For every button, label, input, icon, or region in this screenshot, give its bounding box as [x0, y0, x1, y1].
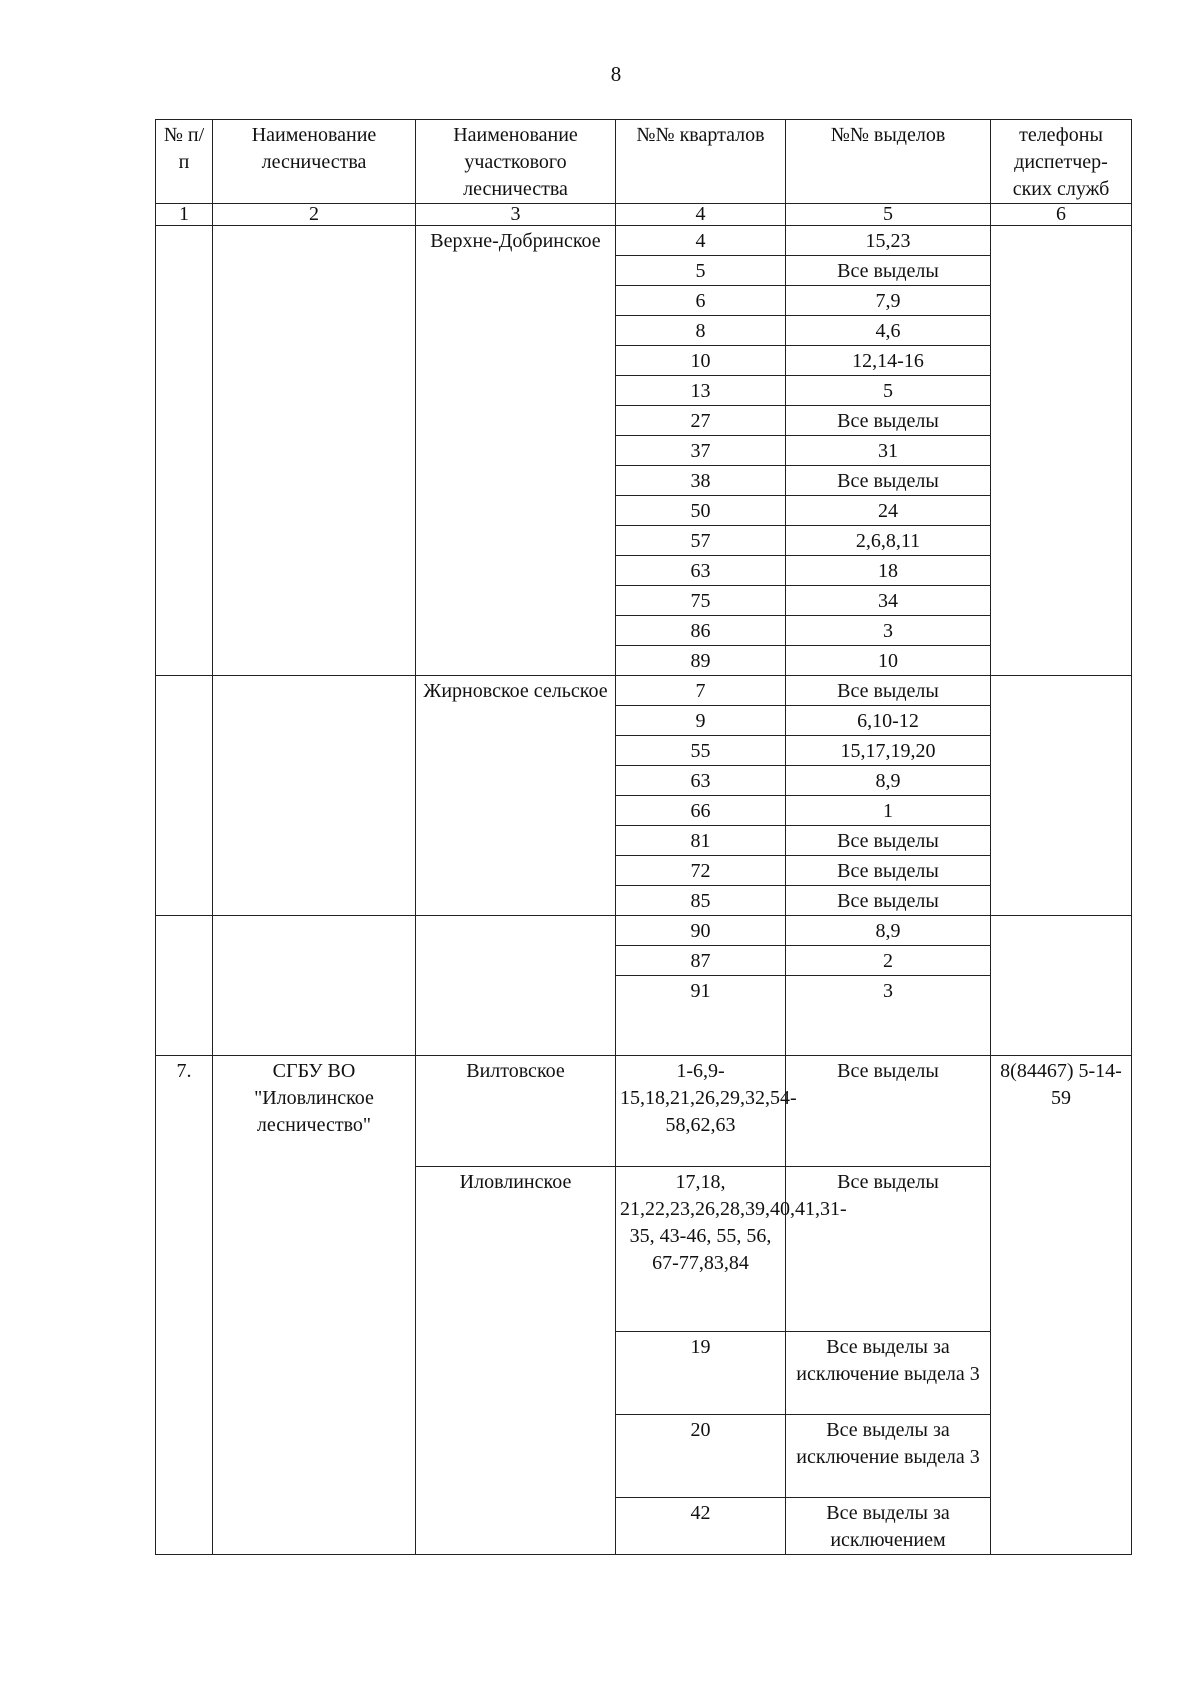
quarter-cell: 89 [616, 646, 786, 676]
allotment-cell: 15,23 [786, 226, 991, 256]
phone-cell [991, 676, 1132, 916]
group-ilovlinskoe [156, 1056, 1132, 1555]
column-number: 2 [213, 204, 416, 226]
allotment-cell: 2 [786, 946, 991, 976]
allotment-cell: Все выделы [786, 406, 991, 436]
column-number: 4 [616, 204, 786, 226]
quarter-cell: 63 [616, 556, 786, 586]
quarter-cell: 20 [616, 1415, 786, 1498]
allotment-cell: 24 [786, 496, 991, 526]
allotment-cell: 3 [786, 976, 991, 1056]
allotment-cell: 10 [786, 646, 991, 676]
allotment-cell: Все выделы [786, 256, 991, 286]
allotment-cell: 12,14-16 [786, 346, 991, 376]
header-quarters: №№ кварталов [616, 120, 786, 204]
phone-cell: 8(84467) 5-14-59 [991, 1056, 1132, 1555]
group-zhirnovskoe [156, 676, 1132, 916]
quarter-cell: 10 [616, 346, 786, 376]
column-number: 1 [156, 204, 213, 226]
quarter-cell: 8 [616, 316, 786, 346]
forestry-cell: СГБУ ВО "Иловлинское лесничество" [213, 1056, 416, 1555]
allotment-cell: 8,9 [786, 766, 991, 796]
column-number: 5 [786, 204, 991, 226]
allotment-cell: 18 [786, 556, 991, 586]
forestry-cell [213, 226, 416, 676]
allotment-cell: 8,9 [786, 916, 991, 946]
quarter-cell: 19 [616, 1332, 786, 1415]
allotment-cell: 4,6 [786, 316, 991, 346]
quarter-cell: 17,18, 21,22,23,26,28,39,40,41,31-35, 43-46, 55, 56, 67-77,83,84 [616, 1167, 786, 1332]
column-number: 6 [991, 204, 1132, 226]
allotment-cell: 34 [786, 586, 991, 616]
quarter-cell: 66 [616, 796, 786, 826]
quarter-cell: 5 [616, 256, 786, 286]
forestry-cell [213, 676, 416, 916]
phone-cell [991, 226, 1132, 676]
quarter-cell: 42 [616, 1498, 786, 1555]
table-row [156, 676, 1132, 706]
quarter-cell: 72 [616, 856, 786, 886]
row-number-cell [156, 916, 213, 1056]
row-number-cell: 7. [156, 1056, 213, 1555]
allotment-cell: 6,10-12 [786, 706, 991, 736]
allotment-cell: Все выделы [786, 886, 991, 916]
header-district: Наименование участкового лесничества [416, 120, 616, 204]
phone-cell [991, 916, 1132, 1056]
group-continuation [156, 916, 1132, 1056]
allotment-cell: Все выделы [786, 1056, 991, 1167]
table-row [156, 916, 1132, 946]
quarter-cell: 38 [616, 466, 786, 496]
quarter-cell: 50 [616, 496, 786, 526]
allotment-cell: 2,6,8,11 [786, 526, 991, 556]
allotment-cell: Все выделы [786, 676, 991, 706]
quarter-cell: 37 [616, 436, 786, 466]
quarter-cell: 7 [616, 676, 786, 706]
row-number-cell [156, 226, 213, 676]
quarter-cell: 6 [616, 286, 786, 316]
quarter-cell: 75 [616, 586, 786, 616]
forestry-table [155, 119, 1132, 1555]
row-number-cell [156, 676, 213, 916]
allotment-cell: Все выделы [786, 826, 991, 856]
allotment-cell: 31 [786, 436, 991, 466]
quarter-cell: 57 [616, 526, 786, 556]
column-number-row [156, 204, 1132, 226]
quarter-cell: 86 [616, 616, 786, 646]
quarter-cell: 91 [616, 976, 786, 1056]
allotment-cell: Все выделы [786, 1167, 991, 1332]
district-cell: Верхне-Добринское [416, 226, 616, 676]
header-allotments: №№ выделов [786, 120, 991, 204]
header-row [156, 120, 1132, 204]
forestry-cell [213, 916, 416, 1056]
page-number: 8 [610, 62, 622, 86]
district-cell: Жирновское сельское [416, 676, 616, 916]
allotment-cell: 1 [786, 796, 991, 826]
quarter-cell: 55 [616, 736, 786, 766]
table-row [156, 1056, 1132, 1167]
group-verkhne-dobrinskoe [156, 226, 1132, 676]
allotment-cell: 3 [786, 616, 991, 646]
quarter-cell: 87 [616, 946, 786, 976]
quarter-cell: 81 [616, 826, 786, 856]
header-num: № п/п [156, 120, 213, 204]
header-forestry: Наименование лесничества [213, 120, 416, 204]
district-cell [416, 916, 616, 1056]
allotment-cell: Все выделы за исключение выдела 3 [786, 1415, 991, 1498]
allotment-cell: 5 [786, 376, 991, 406]
allotment-cell: Все выделы за исключением [786, 1498, 991, 1555]
quarter-cell: 85 [616, 886, 786, 916]
quarter-cell: 13 [616, 376, 786, 406]
quarter-cell: 9 [616, 706, 786, 736]
quarter-cell: 90 [616, 916, 786, 946]
district-cell: Иловлинское [416, 1167, 616, 1555]
allotment-cell: Все выделы за исключение выдела 3 [786, 1332, 991, 1415]
allotment-cell: 15,17,19,20 [786, 736, 991, 766]
quarter-cell: 63 [616, 766, 786, 796]
quarter-cell: 1-6,9-15,18,21,26,29,32,54-58,62,63 [616, 1056, 786, 1167]
quarter-cell: 27 [616, 406, 786, 436]
district-cell: Вилтовское [416, 1056, 616, 1167]
allotment-cell: Все выделы [786, 466, 991, 496]
column-number: 3 [416, 204, 616, 226]
table-row [156, 226, 1132, 256]
quarter-cell: 4 [616, 226, 786, 256]
header-phones: телефоны диспетчер-ских служб [991, 120, 1132, 204]
allotment-cell: 7,9 [786, 286, 991, 316]
allotment-cell: Все выделы [786, 856, 991, 886]
